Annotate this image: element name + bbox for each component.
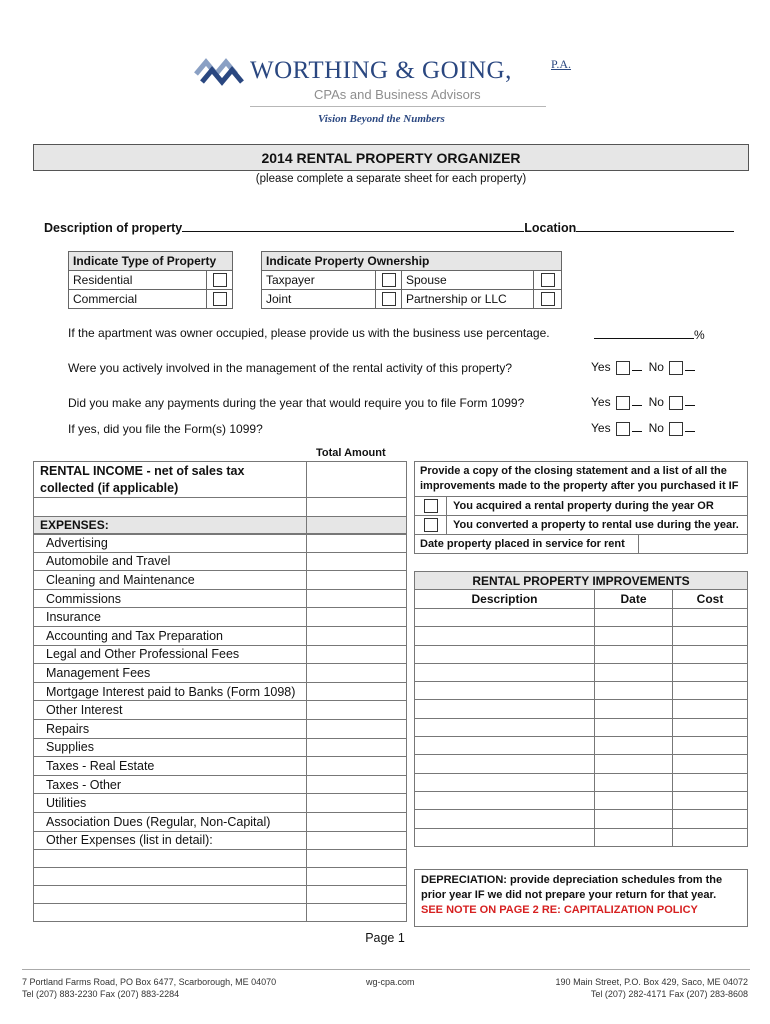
ownership-header: Indicate Property Ownership — [262, 252, 562, 271]
improvement-date-field[interactable] — [595, 792, 673, 809]
no-label: No — [648, 360, 664, 374]
total-amount-header: Total Amount — [316, 447, 386, 459]
expense-row — [33, 608, 407, 627]
improvement-row — [414, 719, 748, 737]
improvement-description-field[interactable] — [415, 682, 595, 699]
residential-checkbox[interactable] — [213, 273, 227, 287]
header-divider — [250, 106, 546, 107]
filed-1099-question: If yes, did you file the Form(s) 1099? — [68, 422, 263, 436]
blank-expense-row — [33, 886, 407, 904]
improvement-row — [414, 755, 748, 773]
improvement-row — [414, 609, 748, 627]
footer-divider — [22, 969, 750, 970]
improvement-date-field[interactable] — [595, 700, 673, 717]
improvement-cost-field[interactable] — [673, 609, 747, 626]
footer-right — [556, 976, 748, 1000]
improvement-description-field[interactable] — [415, 664, 595, 681]
yes-label: Yes — [591, 395, 611, 409]
form-1099-question: Did you make any payments during the year that would require you to file Form 1099? — [68, 396, 525, 410]
rental-income-label: RENTAL INCOME - net of sales tax collected (if applicable) — [34, 462, 307, 497]
expense-amount-field[interactable] — [307, 776, 406, 794]
capitalization-note: SEE NOTE ON PAGE 2 RE: CAPITALIZATION POLICY — [421, 904, 698, 916]
filed-1099-no-checkbox[interactable] — [669, 422, 683, 436]
filed-1099-yes-checkbox[interactable] — [616, 422, 630, 436]
expense-row — [33, 757, 407, 776]
expenses-header-row — [33, 517, 407, 534]
improvement-description-field[interactable] — [415, 609, 595, 626]
expense-rows — [33, 534, 407, 850]
expense-amount-field[interactable] — [307, 571, 406, 589]
expense-amount-field[interactable] — [307, 701, 406, 719]
footer-scarborough-address: 7 Portland Farms Road, PO Box 6477, Scarborough, ME 04070 — [22, 977, 277, 987]
improvement-date-field[interactable] — [595, 829, 673, 846]
page-number: Page 1 — [365, 931, 405, 945]
firm-suffix: P.A. — [551, 57, 572, 71]
expense-amount-field[interactable] — [307, 627, 406, 645]
service-date-field[interactable] — [639, 535, 747, 553]
expense-amount-field[interactable] — [307, 739, 406, 757]
expense-row — [33, 534, 407, 553]
acquisition-box — [414, 461, 748, 554]
ownership-partnership: Partnership or LLC — [402, 290, 534, 309]
form-1099-yes-checkbox[interactable] — [616, 396, 630, 410]
acquisition-note: Provide a copy of the closing statement and a list of all the improvements made to the property after you purchased it IF — [414, 461, 748, 497]
expense-label: Insurance — [34, 608, 307, 626]
active-management-answer — [591, 359, 695, 375]
taxpayer-checkbox[interactable] — [382, 273, 396, 287]
depreciation-text: DEPRECIATION: provide depreciation schedules from the prior year IF we did not prepare your return for that year. — [421, 874, 723, 901]
expense-row — [33, 646, 407, 665]
ownership-spouse: Spouse — [402, 271, 534, 290]
expense-row — [33, 701, 407, 720]
expense-amount-field[interactable] — [307, 535, 406, 552]
active-management-question: Were you actively involved in the management of the rental activity of this property? — [68, 361, 513, 375]
improvement-cost-field[interactable] — [673, 682, 747, 699]
property-type-commercial: Commercial — [69, 290, 207, 309]
improvement-cost-field[interactable] — [673, 792, 747, 809]
service-date-row — [414, 535, 748, 554]
expense-amount-field[interactable] — [307, 832, 406, 850]
footer-saco-phone: Tel (207) 282-4171 Fax (207) 283-8608 — [590, 989, 748, 999]
acquired-row — [414, 497, 748, 516]
expense-label: Automobile and Travel — [34, 553, 307, 571]
converted-label: You converted a property to rental use during the year. — [453, 519, 739, 531]
improvement-date-field[interactable] — [595, 646, 673, 663]
ownership-taxpayer: Taxpayer — [262, 271, 376, 290]
partnership-checkbox[interactable] — [541, 292, 555, 306]
footer-left — [22, 976, 276, 1000]
improvement-description-field[interactable] — [415, 646, 595, 663]
converted-checkbox[interactable] — [424, 518, 438, 532]
form-subtitle: (please complete a separate sheet for each property) — [255, 173, 527, 185]
improvement-description-field[interactable] — [415, 792, 595, 809]
expense-amount-field[interactable] — [307, 608, 406, 626]
improvement-description-field[interactable] — [415, 737, 595, 754]
improvements-header-row — [414, 590, 748, 609]
improvement-cost-field[interactable] — [673, 737, 747, 754]
expense-row — [33, 739, 407, 758]
property-type-residential: Residential — [69, 271, 207, 290]
footer-website[interactable]: wg-cpa.com — [366, 977, 415, 987]
expense-amount-field[interactable] — [307, 794, 406, 812]
improvement-date-field[interactable] — [595, 682, 673, 699]
firm-logo-icon — [194, 52, 244, 86]
improvement-date-field[interactable] — [595, 737, 673, 754]
col-description: Description — [415, 590, 595, 608]
improvement-row — [414, 646, 748, 664]
improvement-description-field[interactable] — [415, 755, 595, 772]
expense-label: Supplies — [34, 739, 307, 757]
improvement-date-field[interactable] — [595, 774, 673, 791]
expense-amount-field[interactable] — [307, 757, 406, 775]
improvement-cost-field[interactable] — [673, 646, 747, 663]
improvement-row — [414, 700, 748, 718]
property-type-table — [68, 251, 233, 309]
improvements-title: RENTAL PROPERTY IMPROVEMENTS — [472, 574, 690, 588]
expense-amount-field[interactable] — [307, 683, 406, 701]
no-label: No — [648, 395, 664, 409]
improvement-description-field[interactable] — [415, 627, 595, 644]
expense-label: Commissions — [34, 590, 307, 608]
expense-amount-field[interactable] — [307, 646, 406, 664]
improvement-date-field[interactable] — [595, 664, 673, 681]
improvement-date-field[interactable] — [595, 609, 673, 626]
improvement-cost-field[interactable] — [673, 755, 747, 772]
improvements-table — [414, 571, 748, 847]
description-row — [44, 219, 734, 235]
expense-row — [33, 590, 407, 609]
expense-row — [33, 794, 407, 813]
expense-label: Advertising — [34, 535, 307, 552]
expense-label: Taxes - Other — [34, 776, 307, 794]
converted-row — [414, 516, 748, 535]
form-1099-no-checkbox[interactable] — [669, 396, 683, 410]
expense-row — [33, 776, 407, 795]
improvement-cost-field[interactable] — [673, 774, 747, 791]
improvement-description-field[interactable] — [415, 810, 595, 827]
expense-row — [33, 553, 407, 572]
business-use-percent-field[interactable] — [594, 326, 694, 339]
improvement-row — [414, 664, 748, 682]
improvement-rows — [414, 609, 748, 847]
joint-checkbox[interactable] — [382, 292, 396, 306]
improvement-row — [414, 810, 748, 828]
active-management-no-checkbox[interactable] — [669, 361, 683, 375]
expense-amount-field[interactable] — [307, 590, 406, 608]
improvement-description-field[interactable] — [415, 719, 595, 736]
rental-income-amount[interactable] — [307, 462, 406, 497]
location-label: Location — [524, 221, 577, 235]
description-label: Description of property — [44, 221, 183, 235]
business-use-percent-row — [594, 326, 705, 342]
firm-subtitle: CPAs and Business Advisors — [314, 87, 481, 102]
expense-row — [33, 664, 407, 683]
blank-expense-row — [33, 868, 407, 886]
expense-label: Accounting and Tax Preparation — [34, 627, 307, 645]
commercial-checkbox[interactable] — [213, 292, 227, 306]
improvement-row — [414, 737, 748, 755]
yes-label: Yes — [591, 360, 611, 374]
expense-amount-field[interactable] — [307, 813, 406, 831]
expense-label: Management Fees — [34, 664, 307, 682]
expenses-label: EXPENSES: — [34, 517, 307, 533]
footer-scarborough-phone: Tel (207) 883-2230 Fax (207) 883-2284 — [22, 989, 180, 999]
expense-amount-field[interactable] — [307, 720, 406, 738]
expense-row — [33, 720, 407, 739]
improvement-row — [414, 792, 748, 810]
filed-1099-answer — [591, 420, 695, 436]
expense-row — [33, 683, 407, 702]
spacer-row — [33, 498, 407, 517]
blank-expense-row — [33, 850, 407, 868]
income-expense-table — [33, 461, 407, 922]
improvement-date-field[interactable] — [595, 719, 673, 736]
blank-expense-row — [33, 904, 407, 922]
expense-row — [33, 571, 407, 590]
yes-label: Yes — [591, 421, 611, 435]
owner-occupied-question: If the apartment was owner occupied, please provide us with the business use percentage. — [68, 326, 550, 340]
expense-row — [33, 813, 407, 832]
improvement-date-field[interactable] — [595, 755, 673, 772]
service-date-label: Date property placed in service for rent — [415, 535, 639, 553]
form-1099-answer — [591, 394, 695, 410]
description-field[interactable] — [182, 219, 524, 232]
active-management-yes-checkbox[interactable] — [616, 361, 630, 375]
improvement-cost-field[interactable] — [673, 829, 747, 846]
improvements-title-row — [414, 571, 748, 590]
ownership-joint: Joint — [262, 290, 376, 309]
rental-income-row — [33, 461, 407, 498]
property-type-header: Indicate Type of Property — [69, 252, 233, 271]
expense-label: Other Expenses (list in detail): — [34, 832, 307, 850]
expense-label: Repairs — [34, 720, 307, 738]
footer-saco-address: 190 Main Street, P.O. Box 429, Saco, ME 04072 — [555, 977, 748, 987]
spouse-checkbox[interactable] — [541, 273, 555, 287]
col-cost: Cost — [696, 592, 724, 606]
improvement-date-field[interactable] — [595, 627, 673, 644]
improvement-description-field[interactable] — [415, 700, 595, 717]
expense-row — [33, 627, 407, 646]
expense-label: Mortgage Interest paid to Banks (Form 1098) — [34, 683, 307, 701]
firm-tagline: Vision Beyond the Numbers — [318, 113, 445, 125]
expense-row — [33, 832, 407, 851]
ownership-table — [261, 251, 562, 309]
improvement-row — [414, 682, 748, 700]
expense-label: Utilities — [34, 794, 307, 812]
expense-label: Taxes - Real Estate — [34, 757, 307, 775]
expense-amount-field[interactable] — [307, 553, 406, 571]
improvement-description-field[interactable] — [415, 829, 595, 846]
expense-label: Association Dues (Regular, Non-Capital) — [34, 813, 307, 831]
improvement-description-field[interactable] — [415, 774, 595, 791]
percent-sign: % — [694, 328, 705, 342]
expense-amount-field[interactable] — [307, 664, 406, 682]
improvement-row — [414, 774, 748, 792]
acquired-label: You acquired a rental property during the year OR — [453, 500, 714, 512]
improvement-cost-field[interactable] — [673, 719, 747, 736]
no-label: No — [648, 421, 664, 435]
acquired-checkbox[interactable] — [424, 499, 438, 513]
improvement-cost-field[interactable] — [673, 627, 747, 644]
firm-name: WORTHING & GOING, — [250, 57, 512, 84]
improvement-date-field[interactable] — [595, 810, 673, 827]
location-field[interactable] — [576, 219, 734, 232]
depreciation-box — [414, 869, 748, 927]
expense-label: Cleaning and Maintenance — [34, 571, 307, 589]
improvement-cost-field[interactable] — [673, 810, 747, 827]
improvement-row — [414, 627, 748, 645]
expense-label: Other Interest — [34, 701, 307, 719]
col-date: Date — [595, 590, 673, 608]
improvement-cost-field[interactable] — [673, 700, 747, 717]
improvement-cost-field[interactable] — [673, 664, 747, 681]
improvement-row — [414, 829, 748, 847]
form-title: 2014 RENTAL PROPERTY ORGANIZER — [33, 144, 749, 171]
expense-label: Legal and Other Professional Fees — [34, 646, 307, 664]
